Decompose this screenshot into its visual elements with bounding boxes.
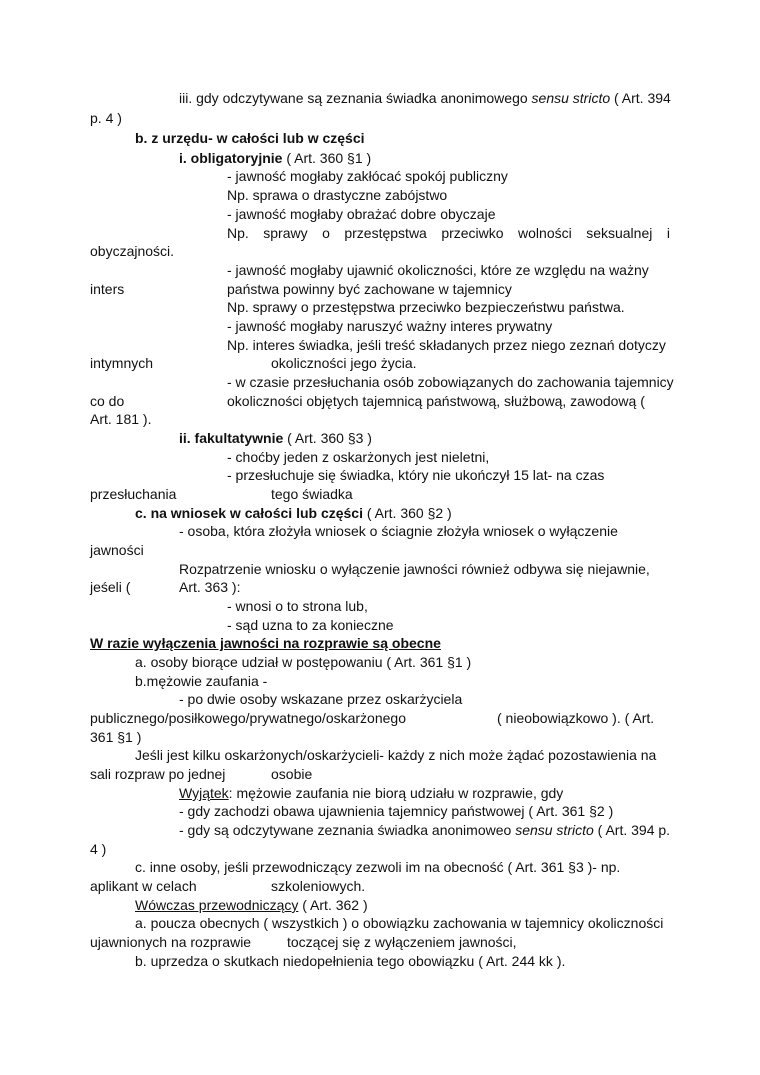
text-line: a. poucza obecnych ( wszystkich ) o obowiązku zachowania w tajemnicy okoliczności <box>135 915 664 931</box>
text-line: b.mężowie zaufania - <box>135 673 268 689</box>
text-line: - po dwie osoby wskazane przez oskarżyciela <box>179 691 463 707</box>
text-fragment: publicznego/posiłkowego/prywatnego/oskarżonego <box>90 710 406 726</box>
text-line: toczącej się z wyłączeniem jawności, <box>287 934 517 950</box>
text-segment: iii. gdy odczytywane są zeznania świadka anonimowego <box>179 90 532 106</box>
text-line: 361 §1 ) <box>90 729 142 745</box>
text-line: - jawność mogłaby naruszyć ważny interes prywatny <box>227 318 553 334</box>
word: sprawy <box>263 225 308 241</box>
text-line: b. uprzedza o skutkach niedopełnienia tego obowiązku ( Art. 244 kk ). <box>135 953 566 969</box>
text-line: ( nieobowiązkowo ). ( Art. <box>497 710 655 726</box>
text-line: - przesłuchuje się świadka, który nie ukończył 15 lat- na czas <box>227 467 605 483</box>
exception-label: Wyjątek <box>179 785 229 801</box>
text-line <box>179 822 670 839</box>
text-fragment: jeśeli ( <box>90 579 131 595</box>
word: Np. <box>227 225 249 241</box>
article-reference: ( Art. 362 ) <box>298 897 368 913</box>
word: przestępstwa <box>344 225 427 241</box>
text-line: c. inne osoby, jeśli przewodniczący zezwoli im na obecność ( Art. 361 §3 )- np. <box>135 859 621 875</box>
section-heading: c. na wniosek w całości lub części <box>135 505 363 521</box>
text-line <box>179 150 371 167</box>
text-line: Rozpatrzenie wniosku o wyłączenie jawności również odbywa się niejawnie, <box>179 561 650 577</box>
subsection-heading: i. obligatoryjnie <box>179 150 283 166</box>
text-line: - wnosi o to strona lub, <box>227 598 368 614</box>
text-line: Jeśli jest kilku oskarżonych/oskarżycieli- każdy z nich może żądać pozostawienia na <box>135 747 657 763</box>
italic-term: sensu stricto <box>515 822 594 838</box>
text-line: - jawność mogłaby obrażać dobre obyczaje <box>227 206 496 222</box>
text-segment: : mężowie zaufania nie biorą udziału w rozprawie, gdy <box>228 785 564 801</box>
text-line: - w czasie przesłuchania osób zobowiązanych do zachowania tajemnicy <box>227 374 674 390</box>
text-line: okoliczności objętych tajemnicą państwową, służbową, zawodową ( <box>227 393 645 409</box>
italic-term: sensu stricto <box>531 90 611 106</box>
text-line: - sąd uzna to za konieczne <box>227 617 394 633</box>
text-line: obyczajności. <box>90 243 175 259</box>
subheading-underlined: Wówczas przewodniczący <box>135 897 299 913</box>
text-line <box>135 897 368 914</box>
text-line: - gdy zachodzi obawa ujawnienia tajemnicy państwowej ( Art. 361 §2 ) <box>179 803 614 819</box>
text-line <box>179 90 670 107</box>
text-fragment: inters <box>90 281 125 297</box>
main-heading: W razie wyłączenia jawności na rozprawie są obecne <box>90 635 441 651</box>
text-line: Np. sprawa o drastyczne zabójstwo <box>227 187 448 203</box>
word: i <box>666 225 670 241</box>
text-segment: ( Art. 394 p. <box>593 822 671 838</box>
text-line: osobie <box>271 766 313 782</box>
text-line: - jawność mogłaby zakłócać spokój publiczny <box>227 168 508 184</box>
text-line: tego świadka <box>271 486 353 502</box>
text-line: Np. interes świadka, jeśli treść składanych przez niego zeznań dotyczy <box>227 337 666 353</box>
article-reference: ( Art. 360 §2 ) <box>363 505 452 521</box>
justified-line <box>227 225 670 242</box>
text-line: a. osoby biorące udział w postępowaniu ( Art. 361 §1 ) <box>135 654 472 670</box>
text-fragment: sali rozpraw po jednej <box>90 766 226 782</box>
text-line: - choćby jeden z oskarżonych jest nieletni, <box>227 449 490 465</box>
text-line <box>179 785 563 802</box>
text-line: okoliczności jego życia. <box>271 355 417 371</box>
text-line: Art. 363 ): <box>179 579 241 595</box>
text-line: - osoba, która złożyła wniosek o ściagnie złożyła wniosek o wyłączenie <box>179 523 618 539</box>
text-segment: ( Art. 394 <box>610 90 671 106</box>
subsection-heading: ii. fakultatywnie <box>179 430 284 446</box>
text-fragment: intymnych <box>90 355 154 371</box>
word: o <box>322 225 330 241</box>
text-line: 4 ) <box>90 841 107 857</box>
text-line: szkoleniowych. <box>271 878 366 894</box>
text-segment: - gdy są odczytywane zeznania świadka anonimoweo <box>179 822 516 838</box>
text-fragment: ujawnionych na rozprawie <box>90 934 252 950</box>
text-line: jawności <box>90 542 144 558</box>
article-reference: ( Art. 360 §3 ) <box>283 430 372 446</box>
section-heading: b. z urzędu- w całości lub w części <box>135 130 365 146</box>
article-reference: ( Art. 360 §1 ) <box>282 150 372 166</box>
text-line: państwa powinny być zachowane w tajemnicy <box>227 281 512 297</box>
text-line: - jawność mogłaby ujawnić okoliczności, które ze względu na ważny <box>227 262 649 278</box>
text-fragment: aplikant w celach <box>90 878 197 894</box>
text-line <box>179 430 372 447</box>
word: wolności <box>518 225 572 241</box>
word: przeciwko <box>441 225 504 241</box>
text-line: Np. sprawy o przestępstwa przeciwko bezpieczeństwu państwa. <box>227 299 625 315</box>
text-fragment: przesłuchania <box>90 486 177 502</box>
text-line <box>135 505 452 522</box>
text-fragment: co do <box>90 393 125 409</box>
text-line: p. 4 ) <box>90 110 122 126</box>
text-line: Art. 181 ). <box>90 411 152 427</box>
word: seksualnej <box>586 225 653 241</box>
